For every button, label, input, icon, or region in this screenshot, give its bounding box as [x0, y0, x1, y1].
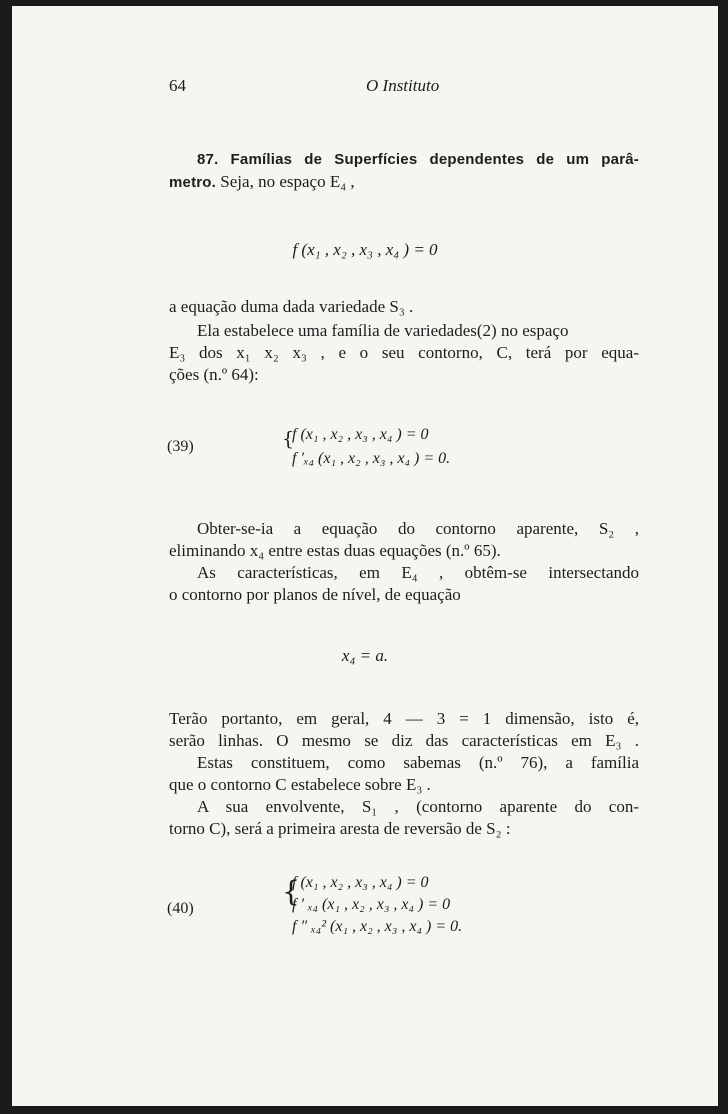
equation-line: f (x₁ , x₂ , x₃ , x₄ ) = 0 [292, 874, 429, 891]
left-brace: { [282, 875, 300, 908]
journal-title: O Instituto [366, 76, 440, 95]
section-title: 87. Famílias de Superfícies dependentes de um parâ- [197, 151, 639, 168]
paragraph-8: A sua envolvente, S₁ , (contorno aparente do con- torno C), será a primeira aresta de reversão de S₂ : [169, 797, 639, 838]
equation-level-plane: x₄ = a. [341, 646, 389, 665]
section-intro: Seja, no espaço E₄ , [216, 172, 355, 191]
paragraph-3: Ela estabelece uma família de variedades(2) no espaço E₃ dos x₁ x₂ x₃ , e o seu contorno, C, terá por equa- ções (n.º 64): [169, 321, 639, 384]
equation-line: f ″ ₓ₄² (x₁ , x₂ , x₃ , x₄ ) = 0. [292, 918, 463, 935]
section-title-cont: metro. [169, 174, 217, 191]
scanned-page [12, 6, 718, 1106]
equation-line: f ′ ₓ₄ (x₁ , x₂ , x₃ , x₄ ) = 0 [292, 896, 451, 913]
paragraph-6: Terão portanto, em geral, 4 — 3 = 1 dimensão, isto é, serão linhas. O mesmo se diz das características em E₃ . [169, 709, 639, 750]
left-brace: { [282, 428, 295, 450]
equation-main: f (x₁ , x₂ , x₃ , x₄ ) = 0 [292, 240, 438, 259]
paragraph-7: Estas constituem, como sabemas (n.º 76), a família que o contorno C estabelece sobre E₃ . [169, 753, 639, 794]
page-header [12, 76, 718, 100]
section-87-heading [169, 148, 639, 194]
equation-line: f (x₁ , x₂ , x₃ , x₄ ) = 0 [292, 426, 429, 443]
equation-line: f ′ₓ₄ (x₁ , x₂ , x₃ , x₄ ) = 0. [292, 450, 451, 467]
paragraph-4: Obter-se-ia a equação do contorno aparente, S₂ , eliminando x₄ entre estas duas equações (n.º 65). [169, 519, 639, 560]
equation-number: (40) [167, 900, 194, 917]
paragraph-2: a equação duma dada variedade S₃ . [169, 297, 414, 316]
equation-number: (39) [167, 438, 194, 455]
page-number: 64 [169, 76, 186, 95]
paragraph-5: As características, em E₄ , obtêm-se intersectando o contorno por planos de nível, de equação [169, 563, 639, 604]
